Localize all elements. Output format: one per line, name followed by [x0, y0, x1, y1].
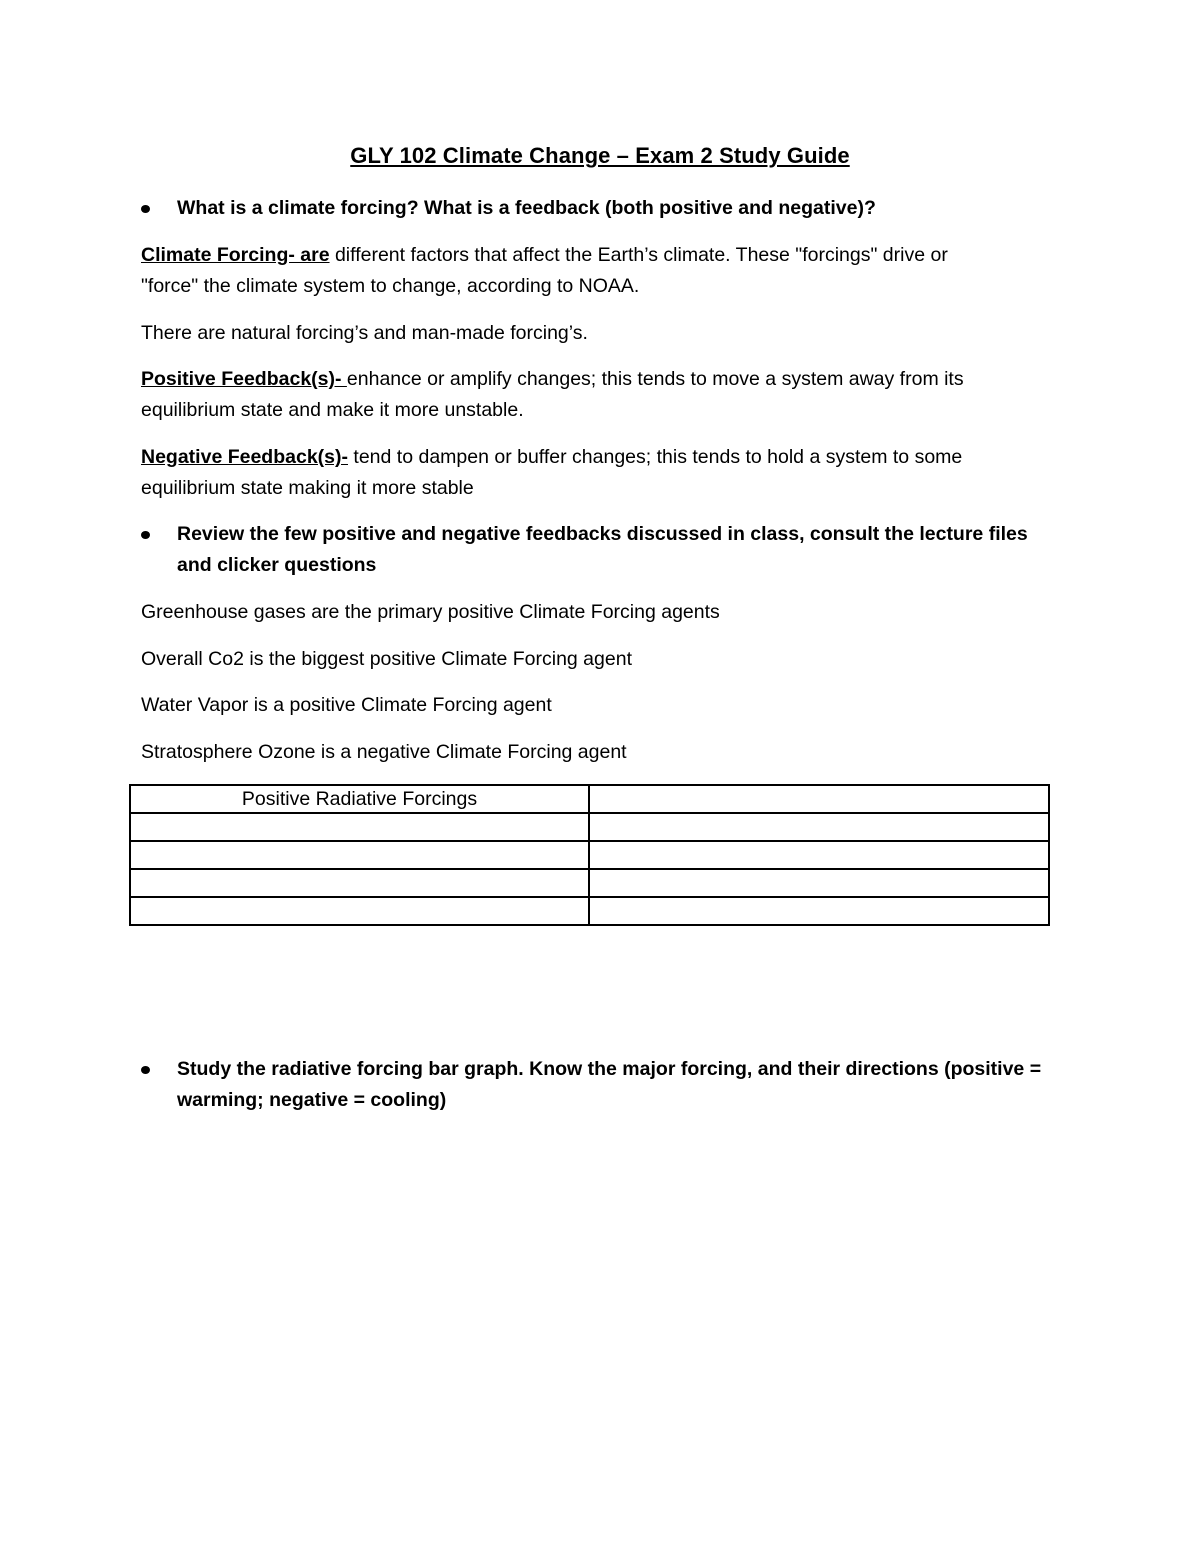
positive-feedback-definition-line2: equilibrium state and make it more unstable. — [141, 399, 524, 421]
table-cell — [130, 813, 589, 841]
positive-feedback-definition-line1 — [141, 364, 964, 395]
bullet-icon — [141, 1066, 150, 1074]
table-row — [130, 841, 1049, 869]
statement-water-vapor: Water Vapor is a positive Climate Forcing agent — [141, 694, 552, 716]
bullet-icon — [141, 205, 150, 213]
table-cell — [589, 897, 1049, 925]
table-header-cell: Positive Radiative Forcings — [130, 785, 589, 813]
table-header-cell — [589, 785, 1049, 813]
statement-greenhouse: Greenhouse gases are the primary positive Climate Forcing agents — [141, 601, 720, 623]
table-cell — [130, 841, 589, 869]
table-cell — [130, 869, 589, 897]
climate-forcing-definition-line1 — [141, 240, 948, 271]
climate-forcing-label: Climate Forcing- are — [141, 244, 330, 266]
bullet-text: Review the few positive and negative feedbacks discussed in class, consult the lecture files and clicker questions — [177, 523, 1028, 576]
bullet-text: What is a climate forcing? What is a feedback (both positive and negative)? — [177, 197, 876, 219]
table-cell — [130, 897, 589, 925]
positive-feedback-label: Positive Feedback(s)- — [141, 368, 347, 390]
negative-feedback-text: tend to dampen or buffer changes; this tends to hold a system to some — [348, 446, 963, 468]
positive-feedback-text: enhance or amplify changes; this tends to move a system away from its — [346, 368, 964, 390]
page-title: GLY 102 Climate Change – Exam 2 Study Guide — [350, 143, 850, 168]
bullet-text: Study the radiative forcing bar graph. Know the major forcing, and their directions (positive = warming; negative = cooling) — [177, 1058, 1042, 1111]
bullet-icon — [141, 531, 150, 539]
table-header-row — [130, 785, 1049, 813]
climate-forcing-definition-line2: "force" the climate system to change, according to NOAA. — [141, 275, 640, 297]
negative-feedback-definition-line1 — [141, 442, 962, 473]
table-row — [130, 897, 1049, 925]
table-cell — [589, 841, 1049, 869]
statement-co2: Overall Co2 is the biggest positive Climate Forcing agent — [141, 648, 632, 670]
radiative-forcings-table — [129, 784, 1050, 926]
table-row — [130, 813, 1049, 841]
climate-forcing-text: different factors that affect the Earth’s climate. These "forcings" drive or — [329, 244, 948, 266]
negative-feedback-label: Negative Feedback(s)- — [141, 446, 348, 468]
statement-ozone: Stratosphere Ozone is a negative Climate Forcing agent — [141, 741, 627, 763]
natural-forcings-line: There are natural forcing’s and man-made forcing’s. — [141, 322, 588, 344]
table-cell — [589, 813, 1049, 841]
negative-feedback-definition-line2: equilibrium state making it more stable — [141, 477, 474, 499]
table-row — [130, 869, 1049, 897]
table-cell — [589, 869, 1049, 897]
